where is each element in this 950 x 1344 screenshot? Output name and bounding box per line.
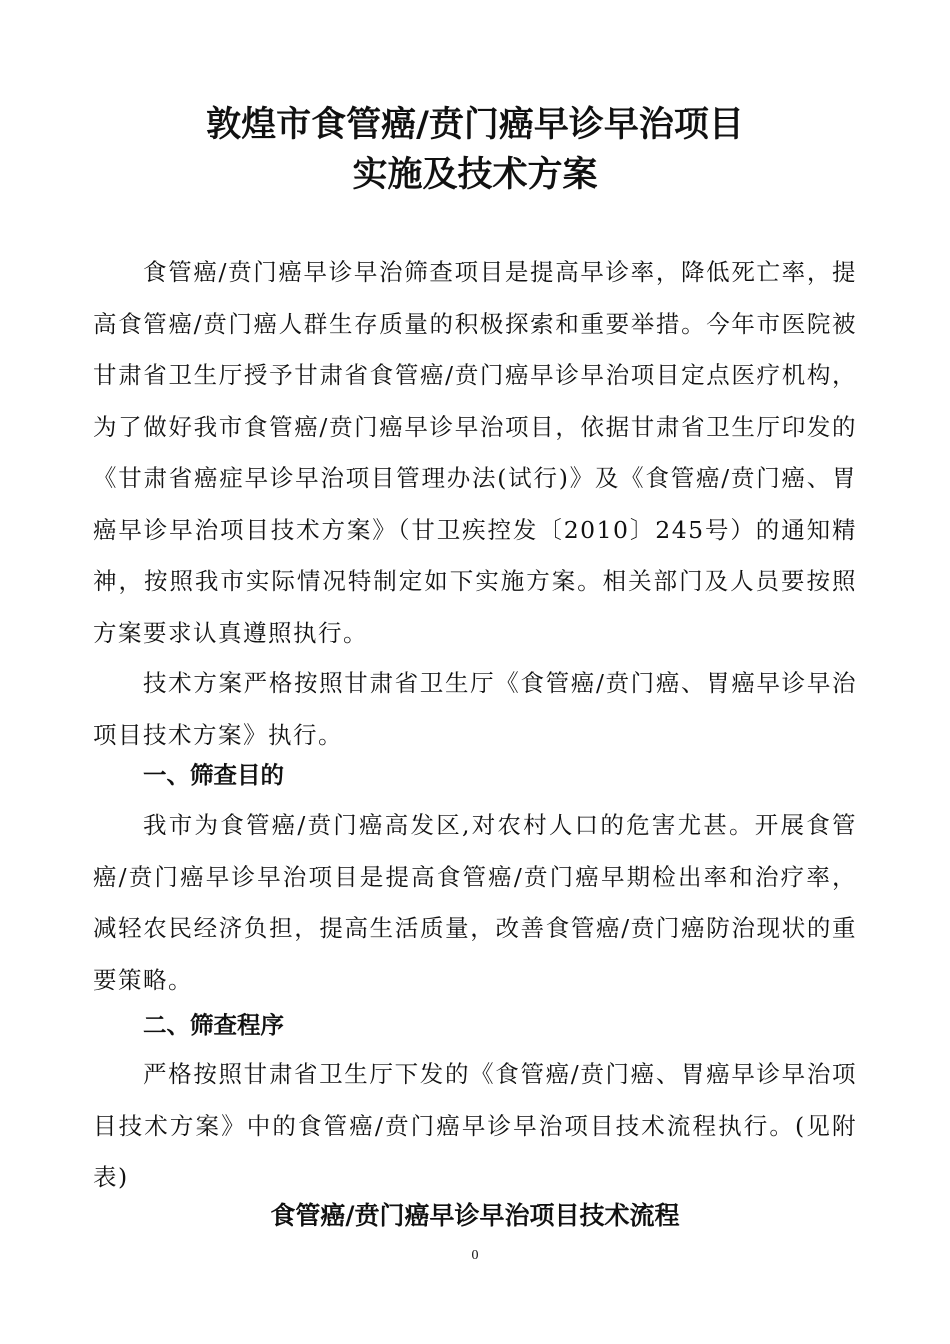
- section-heading-purpose: 一、筛查目的: [143, 761, 284, 789]
- section-heading-procedure: 二、筛查程序: [143, 1011, 284, 1039]
- page-number: 0: [471, 1248, 479, 1263]
- paragraph-technical-scheme: 技术方案严格按照甘肃省卫生厅《食管癌/贲门癌、胃癌早诊早治项目技术方案》执行。: [93, 669, 857, 749]
- document-title-line-2: 实施及技术方案: [352, 154, 598, 195]
- paragraph-procedure: 严格按照甘肃省卫生厅下发的《食管癌/贲门癌、胃癌早诊早治项目技术方案》中的食管癌/贲门癌早诊早治项目技术流程执行。(见附表): [93, 1060, 857, 1191]
- document-title-line-1: 敦煌市食管癌/贲门癌早诊早治项目: [206, 104, 744, 145]
- paragraph-purpose: 我市为食管癌/贲门癌高发区,对农村人口的危害尤甚。开展食管癌/贲门癌早诊早治项目是提高食管癌/贲门癌早期检出率和治疗率，减轻农民经济负担，提高生活质量，改善食管癌/贲门癌防治现状的重要策略。: [93, 811, 857, 994]
- flow-chart-title: 食管癌/贲门癌早诊早治项目技术流程: [270, 1201, 680, 1230]
- paragraph-intro: 食管癌/贲门癌早诊早治筛查项目是提高早诊率，降低死亡率，提高食管癌/贲门癌人群生存质量的积极探索和重要举措。今年市医院被甘肃省卫生厅授予甘肃省食管癌/贲门癌早诊早治项目定点医疗机构，为了做好我市食管癌/贲门癌早诊早治项目，依据甘肃省卫生厅印发的《甘肃省癌症早诊早治项目管理办法(试行)》及《食管癌/贲门癌、胃癌早诊早治项目技术方案》（甘卫疾控发〔2010〕245号）的通知精神，按照我市实际情况特制定如下实施方案。相关部门及人员要按照方案要求认真遵照执行。: [93, 258, 857, 647]
